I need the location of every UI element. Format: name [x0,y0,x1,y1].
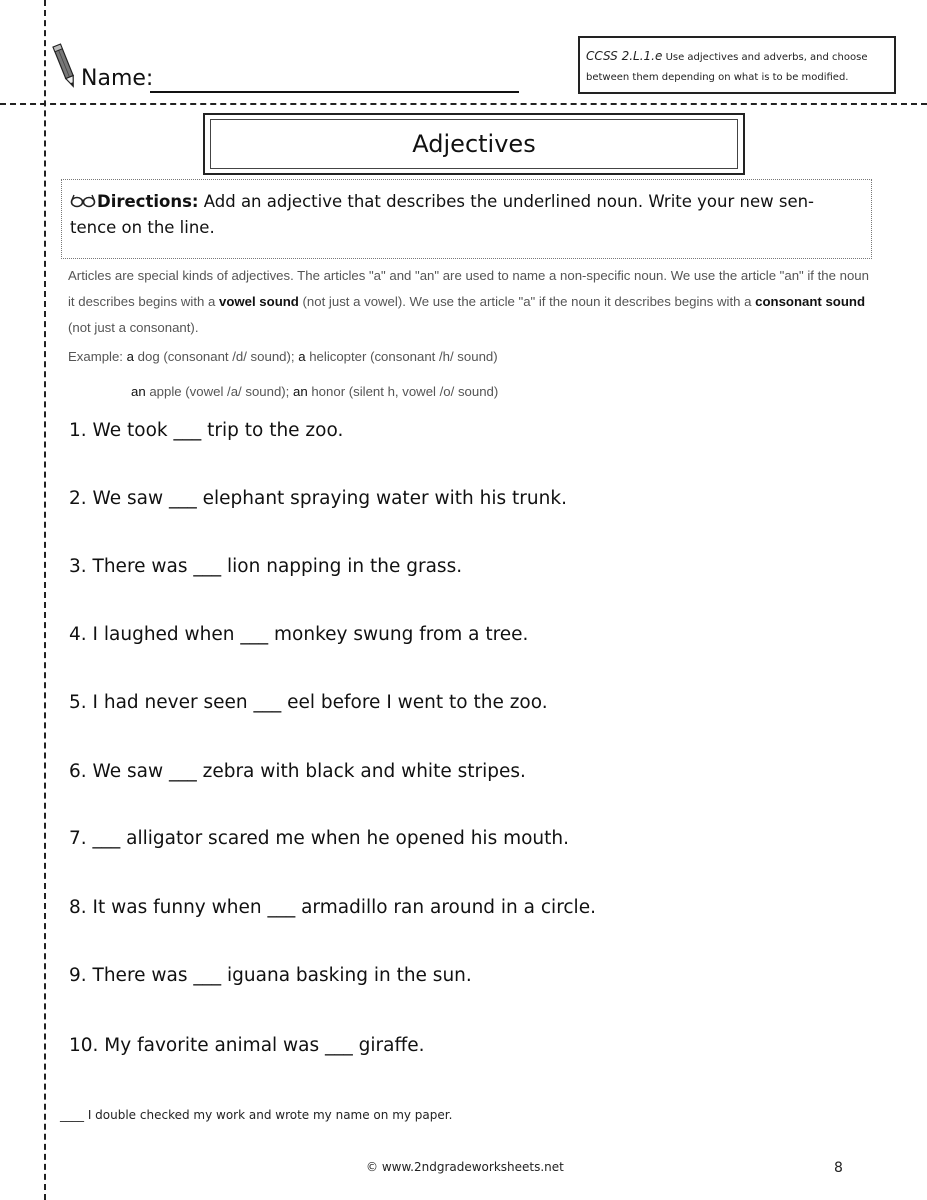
articles-text-2: (not just a vowel). We use the article "a" if the noun it describes begins with a [298,294,756,309]
name-write-line[interactable] [150,91,519,93]
articles-text-3: (not just a consonant). [68,320,199,335]
consonant-sound-term: consonant sound [755,294,866,309]
question-6: 6. We saw ___ zebra with black and white stripes. [69,761,526,782]
articles-explanation [68,263,876,341]
ccss-code: CCSS 2.L.1.e [586,49,663,63]
ccss-standard-box [578,36,896,94]
question-7: 7. ___ alligator scared me when he opened his mouth. [69,828,570,849]
example-text-4: honor (silent h, vowel /o/ sound) [307,384,499,399]
question-2: 2. We saw ___ elephant spraying water with his trunk. [69,488,567,509]
glasses-icon [70,194,96,208]
question-9: 9. There was ___ iguana basking in the sun. [69,965,472,986]
example-article-an-1: an [131,384,146,399]
example-text-3: apple (vowel /a/ sound); [145,384,294,399]
title-frame [203,113,745,175]
example-text-2: helicopter (consonant /h/ sound) [305,349,498,364]
directions-text-2: tence on the line. [70,218,215,237]
horizontal-cut-line [0,103,927,105]
page-title: Adjectives [210,119,738,169]
self-check-line: ____ I double checked my work and wrote my name on my paper. [60,1108,453,1122]
directions-text-1: Add an adjective that describes the underlined noun. Write your new sen- [198,192,815,211]
question-8: 8. It was funny when ___ armadillo ran around in a circle. [69,897,596,918]
example-line-1 [68,347,498,367]
page-number: 8 [834,1160,843,1176]
articles-text-1: Articles are special kinds of adjectives. The articles "a" and "an" are used to name a non-specific noun. We use the article "an" if the noun it describes begins with a [68,268,869,309]
pencil-icon [52,42,78,90]
example-article-an-2: an [293,384,308,399]
footer-copyright: © www.2ndgradeworksheets.net [366,1160,564,1174]
question-4: 4. I laughed when ___ monkey swung from a tree. [69,624,529,645]
question-3: 3. There was ___ lion napping in the grass. [69,556,463,577]
example-article-a-2: a [298,349,306,364]
ccss-text-line-2: between them depending on what is to be modified. [586,72,849,83]
question-5: 5. I had never seen ___ eel before I went to the zoo. [69,692,548,713]
example-prefix: Example: [68,349,127,364]
question-1: 1. We took ___ trip to the zoo. [69,420,344,441]
example-article-a-1: a [126,349,134,364]
name-label: Name: [81,66,154,91]
question-10: 10. My favorite animal was ___ giraffe. [69,1035,425,1056]
example-line-2 [131,382,498,402]
vertical-cut-line [44,0,46,1200]
example-text-1: dog (consonant /d/ sound); [133,349,299,364]
directions-box [61,179,872,259]
vowel-sound-term: vowel sound [219,294,299,309]
ccss-text-line-1: Use adjectives and adverbs, and choose [662,52,868,63]
directions-label: Directions: [97,192,199,211]
